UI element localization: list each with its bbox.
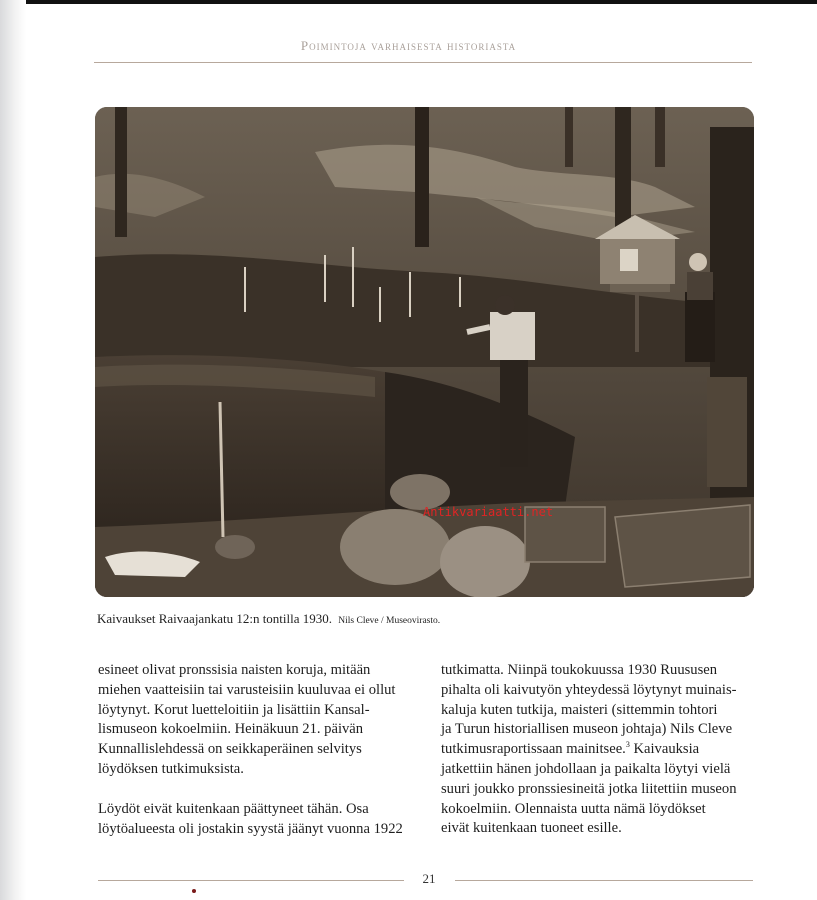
photo-illustration [95,107,754,597]
running-header: Poimintoja varhaisesta historiasta [300,38,517,53]
excavation-photo [95,107,754,597]
footnote-reference: 3 [625,740,630,750]
text-line: tutkimatta. Niinpä toukokuussa 1930 Ruususen [441,662,718,678]
right-text-column [441,661,761,839]
text-line: lismuseon kokoelmiin. Heinäkuun 21. päivän [98,721,364,738]
footer-rule-right [455,880,753,881]
text-line: löytöalueesta oli jostakin syystä jäänyt vuonna 1922 [98,820,403,837]
caption-text: Kaivaukset Raivaajankatu 12:n tontilla 1930. [97,611,333,626]
page-gutter-shadow [0,0,26,900]
page-number: 21 [422,871,436,886]
text-line: suuri joukko pronssiesineitä jotka liitettiin museon [441,780,737,797]
top-border [0,0,817,4]
text-line: esineet olivat pronssisia naisten koruja, mitään [98,662,371,678]
text-line: Löydöt eivät kuitenkaan päättyneet tähän. Osa [98,800,369,817]
text-segment: tutkimusraportissaan mainitsee. [441,741,626,758]
ink-dot [192,889,196,893]
text-line: löydöksen tutkimuksista. [98,760,244,777]
footer-rule-left [98,880,404,881]
left-text-column [98,661,418,839]
text-line: eivät kuitenkaan tuoneet esille. [441,820,622,837]
photo-caption [97,611,440,627]
paragraph-gap [98,780,418,800]
text-segment: Kaivauksia [629,741,700,758]
caption-credit: Nils Cleve / Museovirasto. [338,616,441,626]
text-line: Kunnallislehdessä on seikkaperäinen selvitys [98,741,362,758]
text-line: jatkettiin hänen johdollaan ja paikalta löytyi vielä [441,760,731,777]
text-line: kaluja kuten tutkija, maisteri (sittemmin tohtori [441,701,718,718]
text-line: kokoelmiin. Olennaista uutta nämä löydökset [441,800,706,817]
text-line: löytynyt. Korut luetteloitiin ja lisättiin Kansal- [98,701,370,718]
text-line: ja Turun historiallisen museon johtaja) Nils Cleve [441,721,733,738]
text-line: pihalta oli kaivutyön yhteydessä löytynyt muinais- [441,681,737,698]
watermark-text: Antikvariaatti.net [423,505,554,519]
text-line: miehen vaatteisiin tai varusteisiin kuuluvaa ei ollut [98,681,396,698]
text-line [441,740,761,760]
header-rule [94,62,752,63]
